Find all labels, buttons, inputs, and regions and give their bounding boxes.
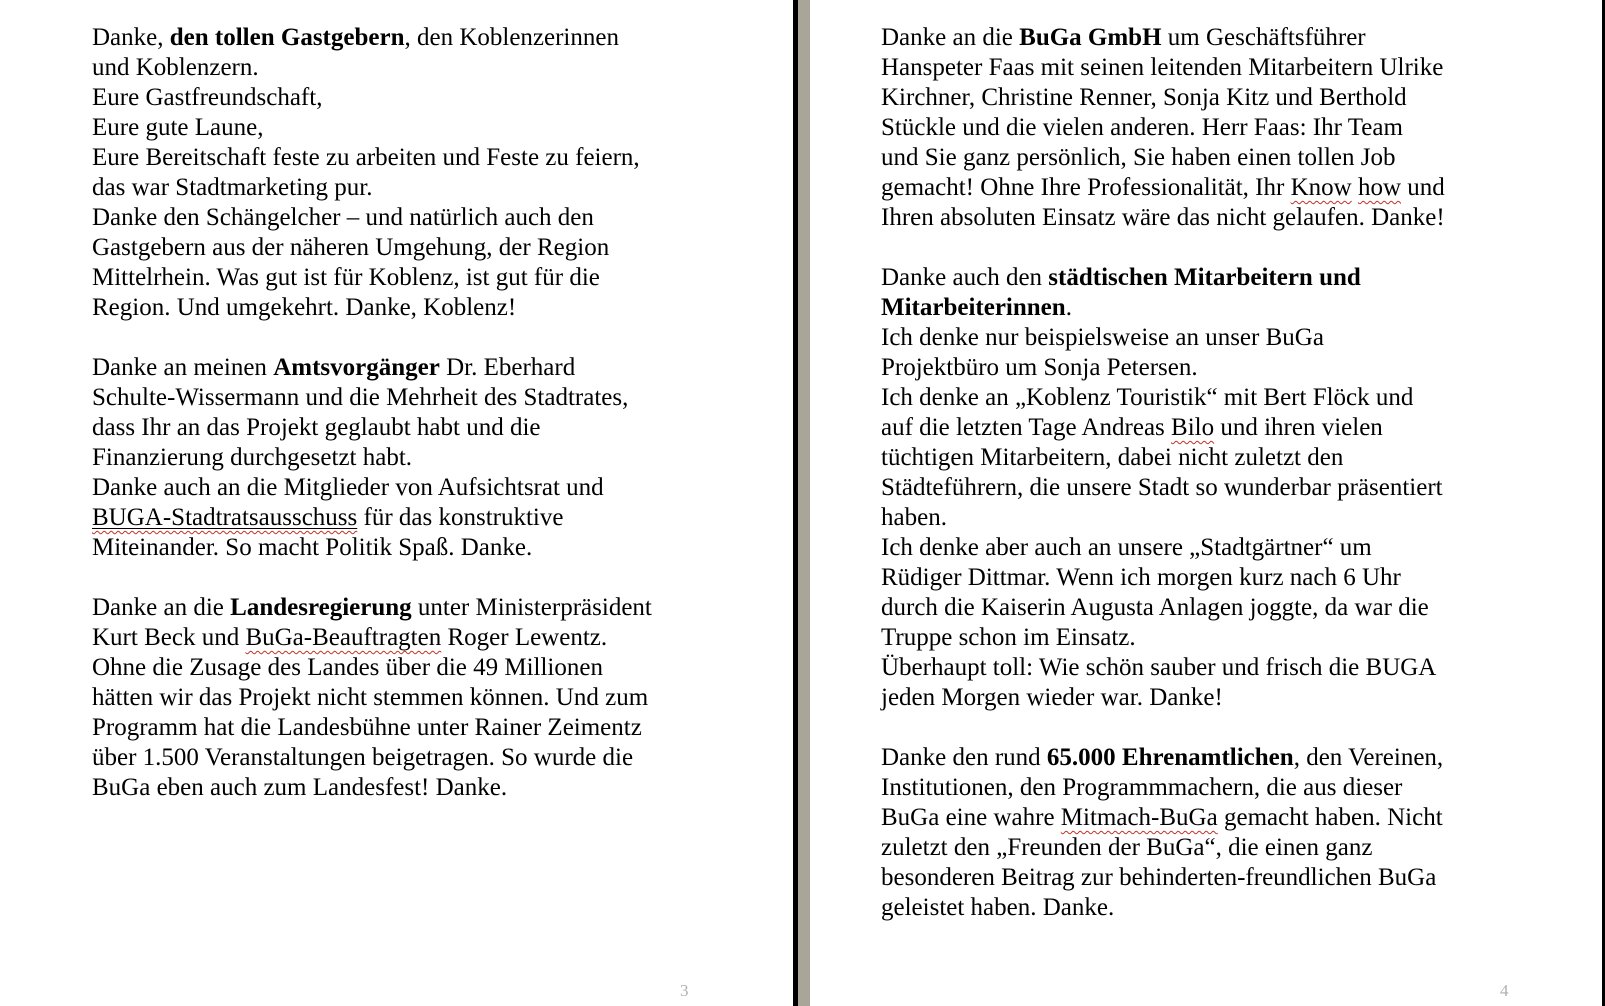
bold-text: Amtsvorgänger <box>273 354 440 381</box>
paragraph-block <box>92 593 772 803</box>
text-run: Rüdiger Dittmar. Wenn ich morgen kurz nach 6 Uhr <box>881 564 1401 591</box>
bold-text: Mitarbeiterinnen <box>881 294 1066 321</box>
text-line <box>881 593 1591 623</box>
text-run: Projektbüro um Sonja Petersen. <box>881 354 1198 381</box>
text-run: Ich denke aber auch an unsere „Stadtgärtner“ um <box>881 534 1372 561</box>
paragraph-block <box>92 23 772 323</box>
bold-text: den tollen Gastgebern <box>169 24 405 51</box>
text-run: Miteinander. So macht Politik Spaß. Danke. <box>92 534 533 561</box>
text-run: Kurt Beck und <box>92 624 246 651</box>
text-run: Stückle und die vielen anderen. Herr Faas: Ihr Team <box>881 114 1403 141</box>
text-run: Schulte-Wissermann und die Mehrheit des Stadtrates, <box>92 384 629 411</box>
text-line <box>92 413 772 443</box>
text-run: geleistet haben. Danke. <box>881 894 1115 921</box>
text-run: Danke auch den <box>881 264 1049 291</box>
text-run: zuletzt den „Freunden der BuGa“, die einen ganz <box>881 834 1373 861</box>
page-gap-shadow <box>798 0 810 1006</box>
text-run: haben. <box>881 504 947 531</box>
text-line <box>92 203 772 233</box>
text-line <box>881 293 1591 323</box>
text-run: um Geschäftsführer <box>1161 24 1366 51</box>
text-run: Danke den Schängelcher – und natürlich auch den <box>92 204 594 231</box>
text-run: Danke den rund <box>881 744 1047 771</box>
text-run: gemacht! Ohne Ihre Professionalität, Ihr <box>881 174 1291 201</box>
text-line <box>881 53 1591 83</box>
text-run: und Koblenzern. <box>92 54 259 81</box>
text-run: , den Vereinen, <box>1293 744 1444 771</box>
document-page-left <box>0 0 793 1006</box>
text-line <box>881 113 1591 143</box>
text-run: Überhaupt toll: Wie schön sauber und frisch die BUGA <box>881 654 1437 681</box>
page-divider <box>793 0 810 1006</box>
text-run: Ohne die Zusage des Landes über die 49 Millionen <box>92 654 603 681</box>
text-line <box>92 623 772 653</box>
text-run: Danke auch an die Mitglieder von Aufsichtsrat und <box>92 474 604 501</box>
text-run: dass Ihr an das Projekt geglaubt habt und die <box>92 414 541 441</box>
text-run: Ich denke an „Koblenz Touristik“ mit Bert Flöck und <box>881 384 1414 411</box>
text-line <box>881 473 1591 503</box>
text-line <box>881 743 1591 773</box>
paragraph-block <box>92 353 772 563</box>
text-line <box>881 503 1591 533</box>
text-run: Hanspeter Faas mit seinen leitenden Mitarbeitern Ulrike <box>881 54 1444 81</box>
text-line <box>92 113 772 143</box>
text-run: und ihren vielen <box>1214 414 1383 441</box>
text-line <box>881 203 1591 233</box>
text-line <box>92 653 772 683</box>
text-line <box>92 143 772 173</box>
text-run: das war Stadtmarketing pur. <box>92 174 373 201</box>
text-run: Danke an meinen <box>92 354 274 381</box>
text-line <box>881 863 1591 893</box>
text-line <box>881 803 1591 833</box>
text-run: gemacht haben. Nicht <box>1217 804 1443 831</box>
text-run: Städteführern, die unsere Stadt so wunderbar präsentiert <box>881 474 1443 501</box>
text-line <box>92 83 772 113</box>
text-line <box>881 833 1591 863</box>
page-text-area[interactable] <box>92 23 772 803</box>
text-line <box>92 23 772 53</box>
text-run: Eure gute Laune, <box>92 114 264 141</box>
text-line <box>881 623 1591 653</box>
text-run: Institutionen, den Programmmachern, die aus dieser <box>881 774 1403 801</box>
text-line <box>881 893 1591 923</box>
text-line <box>92 263 772 293</box>
text-line <box>92 743 772 773</box>
text-run: . <box>1065 294 1072 321</box>
text-run: und Sie ganz persönlich, Sie haben einen tollen Job <box>881 144 1396 171</box>
text-run: Ihren absoluten Einsatz wäre das nicht gelaufen. Danke! <box>881 204 1445 231</box>
text-line <box>881 683 1591 713</box>
text-line <box>92 773 772 803</box>
misspelled-word: Know <box>1290 174 1352 201</box>
text-line <box>92 353 772 383</box>
text-line <box>881 533 1591 563</box>
text-run: auf die letzten Tage Andreas <box>881 414 1172 441</box>
text-line <box>881 173 1591 203</box>
text-run: Kirchner, Christine Renner, Sonja Kitz und Berthold <box>881 84 1407 111</box>
spellcheck-squiggle: BUGA-Stadtratsausschuss <box>92 504 358 531</box>
text-run: für das konstruktive <box>357 504 564 531</box>
text-line <box>881 323 1591 353</box>
misspelled-word: BuGa-Beauftragten <box>245 624 442 651</box>
text-run: unter Ministerpräsident <box>411 594 652 621</box>
text-run: und <box>1401 174 1445 201</box>
text-run: Truppe schon im Einsatz. <box>881 624 1136 651</box>
misspelled-word: how <box>1357 174 1402 201</box>
text-run: Gastgebern aus der näheren Umgehung, der Region <box>92 234 610 261</box>
text-run: hätten wir das Projekt nicht stemmen können. Und zum <box>92 684 649 711</box>
text-run: Eure Bereitschaft feste zu arbeiten und Feste zu feiern, <box>92 144 640 171</box>
text-run: jeden Morgen wieder war. Danke! <box>881 684 1223 711</box>
text-line <box>881 653 1591 683</box>
paragraph-block <box>881 23 1591 233</box>
bold-text: BuGa GmbH <box>1019 24 1162 51</box>
text-line <box>92 593 772 623</box>
document-page-right <box>810 0 1605 1006</box>
page-number: 3 <box>680 981 689 1000</box>
text-line <box>92 713 772 743</box>
bold-text: 65.000 Ehrenamtlichen <box>1046 744 1294 771</box>
text-line <box>92 293 772 323</box>
text-line <box>92 683 772 713</box>
text-line <box>881 143 1591 173</box>
text-line <box>92 173 772 203</box>
text-run: Ich denke nur beispielsweise an unser BuGa <box>881 324 1324 351</box>
text-line <box>92 383 772 413</box>
paragraph-block <box>881 263 1591 713</box>
text-run: besonderen Beitrag zur behinderten-freundlichen BuGa <box>881 864 1437 891</box>
text-run: Roger Lewentz. <box>441 624 608 651</box>
text-run: tüchtigen Mitarbeitern, dabei nicht zuletzt den <box>881 444 1344 471</box>
misspelled-word: Bilo <box>1171 414 1215 441</box>
text-line <box>881 773 1591 803</box>
misspelled-word: Mitmach-BuGa <box>1060 804 1218 831</box>
text-run: Eure Gastfreundschaft, <box>92 84 323 111</box>
text-run: BuGa eine wahre <box>881 804 1061 831</box>
text-run: , den Koblenzerinnen <box>404 24 619 51</box>
text-line <box>92 533 772 563</box>
text-line <box>92 53 772 83</box>
text-line <box>92 233 772 263</box>
bold-text: Landesregierung <box>230 594 412 621</box>
text-run: Danke an die <box>92 594 231 621</box>
text-run: Dr. Eberhard <box>439 354 576 381</box>
text-line <box>92 443 772 473</box>
text-run: Danke, <box>92 24 170 51</box>
text-line <box>881 263 1591 293</box>
bold-text: städtischen Mitarbeitern und <box>1048 264 1361 291</box>
text-line <box>881 413 1591 443</box>
underlined-misspelled-word <box>92 504 357 531</box>
text-run: durch die Kaiserin Augusta Anlagen joggte, da war die <box>881 594 1429 621</box>
text-line <box>881 443 1591 473</box>
text-run: Mittelrhein. Was gut ist für Koblenz, ist gut für die <box>92 264 600 291</box>
text-line <box>881 83 1591 113</box>
text-run: BuGa eben auch zum Landesfest! Danke. <box>92 774 508 801</box>
page-text-area[interactable] <box>881 23 1591 923</box>
text-run: Danke an die <box>881 24 1020 51</box>
text-run: Finanzierung durchgesetzt habt. <box>92 444 413 471</box>
text-run: Programm hat die Landesbühne unter Rainer Zeimentz <box>92 714 642 741</box>
text-line <box>881 383 1591 413</box>
text-line <box>881 353 1591 383</box>
page-number: 4 <box>1500 981 1509 1000</box>
text-line <box>881 563 1591 593</box>
text-line <box>92 473 772 503</box>
text-line <box>92 503 772 533</box>
text-run: Region. Und umgekehrt. Danke, Koblenz! <box>92 294 517 321</box>
text-run: über 1.500 Veranstaltungen beigetragen. So wurde die <box>92 744 634 771</box>
paragraph-block <box>881 743 1591 923</box>
text-line <box>881 23 1591 53</box>
